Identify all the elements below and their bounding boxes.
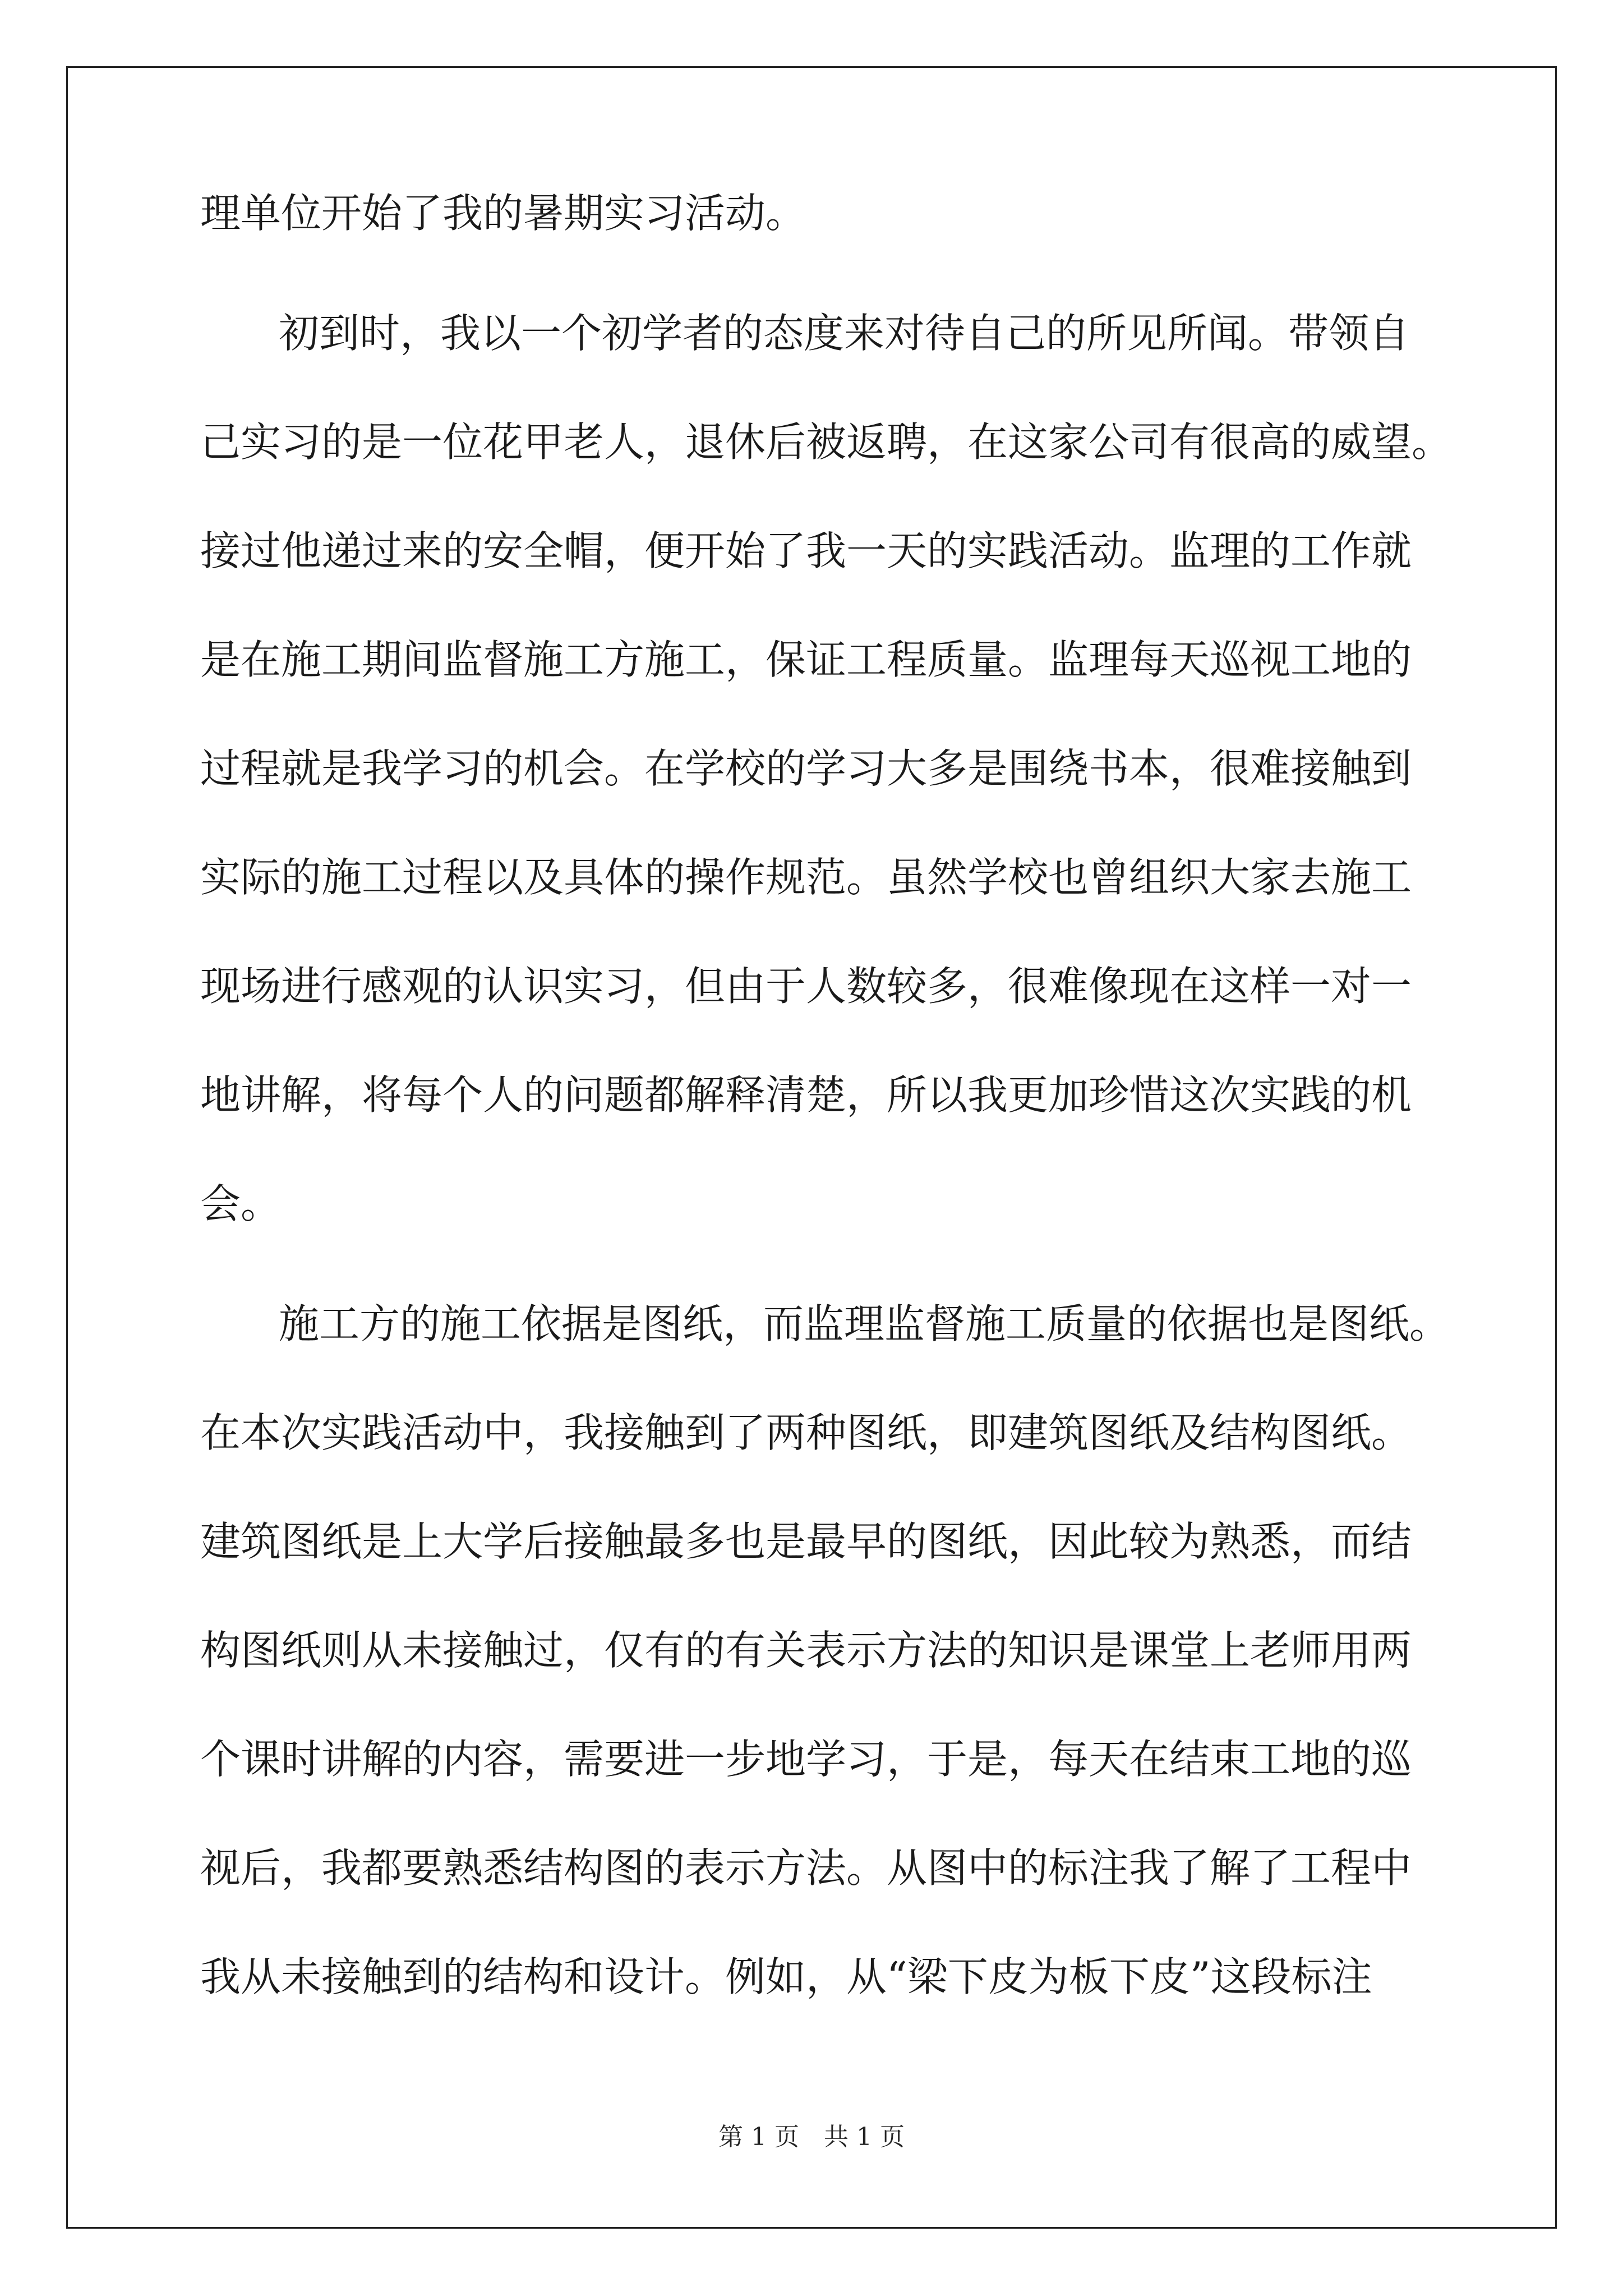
- text-line: 过程就是我学习的机会。在学校的学习大多是围绕书本，很难接触到: [200, 745, 1412, 792]
- document-body: [200, 185, 1453, 2058]
- text-line: 现场进行感观的认识实习，但由于人数较多，很难像现在这样一对一: [200, 963, 1412, 1010]
- text-line: 建筑图纸是上大学后接触最多也是最早的图纸，因此较为熟悉，而结: [200, 1518, 1412, 1565]
- text-line: 初到时，我以一个初学者的态度来对待自己的所见所闻。带领自: [279, 310, 1410, 357]
- text-line: 地讲解，将每个人的问题都解释清楚，所以我更加珍惜这次实践的机: [200, 1071, 1412, 1119]
- text-line: 在本次实践活动中，我接触到了两种图纸，即建筑图纸及结构图纸。: [200, 1409, 1412, 1456]
- text-line: 个课时讲解的内容，需要进一步地学习，于是，每天在结束工地的巡: [200, 1736, 1412, 1783]
- text-line: 我从未接触到的结构和设计。例如，从“梁下皮为板下皮”这段标注: [200, 1953, 1372, 2000]
- text-line: 视后，我都要熟悉结构图的表示方法。从图中的标注我了解了工程中: [200, 1844, 1412, 1892]
- text-line: 是在施工期间监督施工方施工，保证工程质量。监理每天巡视工地的: [200, 636, 1412, 683]
- text-line: 理单位开始了我的暑期实习活动。: [200, 190, 806, 237]
- page-number-label: 第 1 页 共 1 页: [718, 2123, 905, 2151]
- text-line: 己实习的是一位花甲老人，退休后被返聘，在这家公司有很高的威望。: [200, 418, 1453, 466]
- text-line: 施工方的施工依据是图纸，而监理监督施工质量的依据也是图纸。: [279, 1300, 1450, 1347]
- text-line: 构图纸则从未接触过，仅有的有关表示方法的知识是课堂上老师用两: [200, 1627, 1412, 1674]
- text-line: 实际的施工过程以及具体的操作规范。虽然学校也曾组织大家去施工: [200, 854, 1412, 901]
- page-footer: [0, 2120, 1623, 2154]
- text-line: 接过他递过来的安全帽，便开始了我一天的实践活动。监理的工作就: [200, 527, 1412, 574]
- text-line: 会。: [200, 1180, 282, 1227]
